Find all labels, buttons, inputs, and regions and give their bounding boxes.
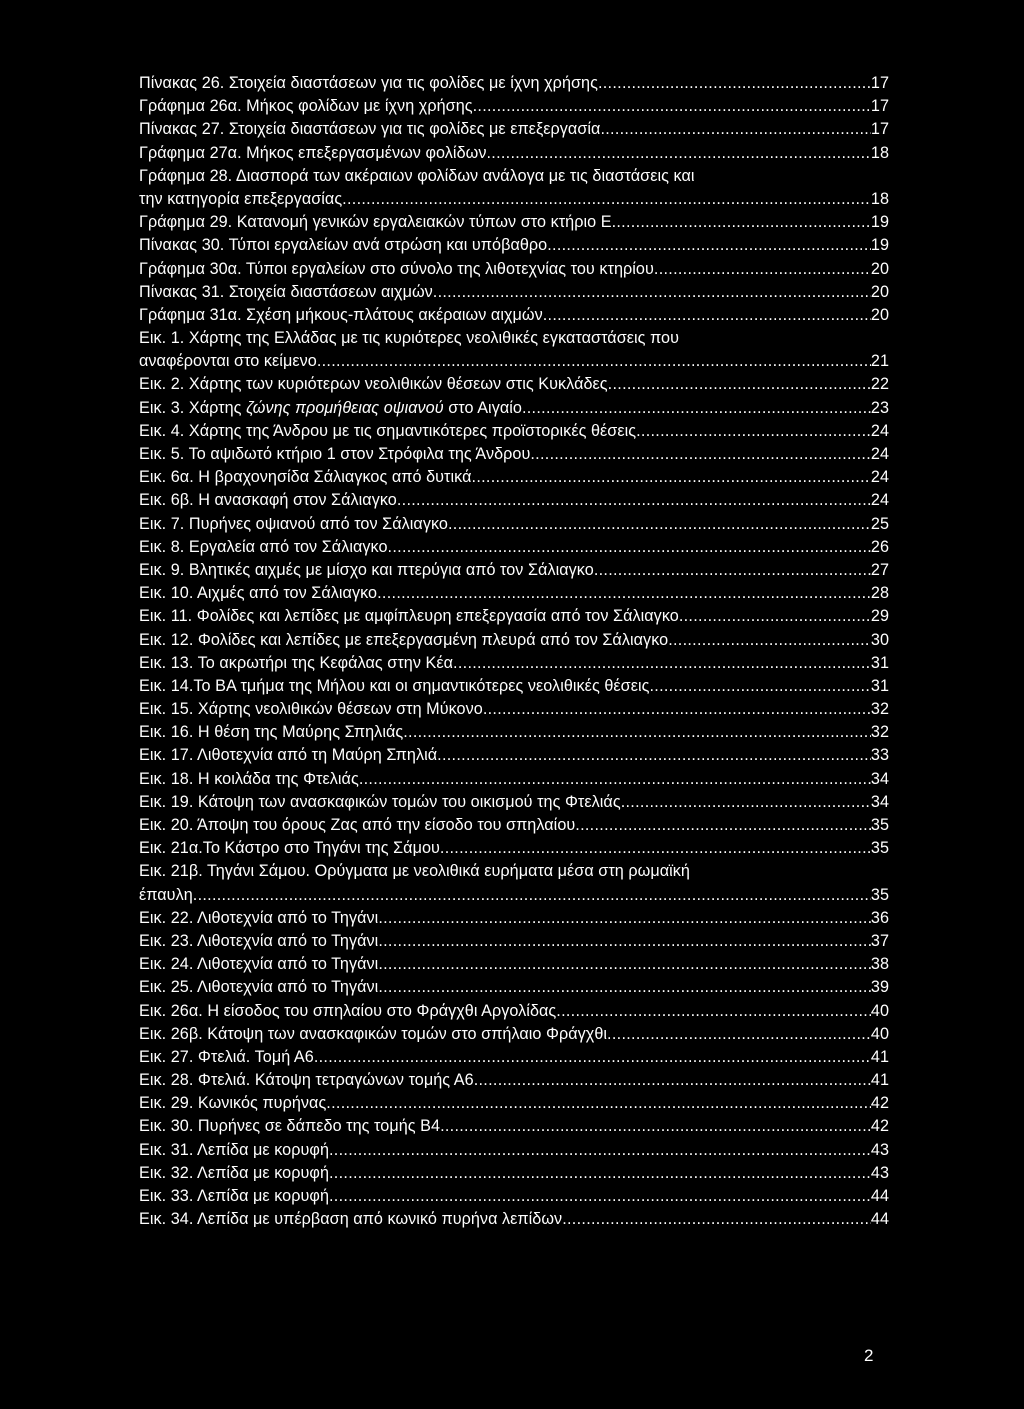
dot-leader bbox=[329, 1139, 871, 1162]
toc-entry bbox=[139, 397, 889, 420]
dot-leader bbox=[612, 211, 871, 234]
dot-leader bbox=[448, 513, 871, 536]
dot-leader bbox=[472, 466, 871, 489]
toc-entry-title: Εικ. 8. Εργαλεία από τον Σάλιαγκο bbox=[139, 537, 388, 556]
toc-entry-title: Εικ. 32. Λεπίδα με κορυφή bbox=[139, 1163, 329, 1182]
toc-entry bbox=[139, 814, 889, 837]
toc-entry-title: Εικ. 26β. Κάτοψη των ανασκαφικών τομών στο σπήλαιο Φράγχθι bbox=[139, 1024, 608, 1043]
dot-leader bbox=[378, 976, 871, 999]
toc-entry-page: 37 bbox=[870, 931, 889, 950]
toc-entry-title: Εικ. 26α. Η είσοδος του σπηλαίου στο Φράγχθι Αργολίδας bbox=[139, 1001, 557, 1020]
toc-entry bbox=[139, 744, 889, 767]
toc-entry-title-suffix: στο Αιγαίο bbox=[443, 398, 522, 417]
dot-leader bbox=[600, 118, 870, 141]
toc-entry-page: 32 bbox=[870, 723, 889, 742]
dot-leader bbox=[378, 953, 871, 976]
toc-entry-page: 25 bbox=[870, 514, 889, 533]
toc-entry bbox=[139, 1092, 889, 1115]
toc-entry-page: 24 bbox=[870, 468, 889, 487]
toc-entry bbox=[139, 582, 889, 605]
toc-entry-page: 27 bbox=[870, 560, 889, 579]
toc-entry-title: Εικ. 20. Άποψη του όρους Ζας από την είσοδο του σπηλαίου bbox=[139, 816, 576, 834]
dot-leader bbox=[314, 1046, 871, 1069]
toc-entry bbox=[139, 142, 889, 165]
toc-entry-title: Εικ. 21α.Το Κάστρο στο Τηγάνι της Σάμου bbox=[139, 839, 440, 858]
toc-entry-page: 39 bbox=[870, 978, 889, 997]
dot-leader bbox=[483, 698, 871, 721]
toc-entry-title: Εικ. 33. Λεπίδα με κορυφή bbox=[139, 1187, 329, 1205]
toc-entry-page: 23 bbox=[870, 398, 889, 417]
toc-entry-title-prefix: Εικ. 3. Χάρτης bbox=[139, 398, 247, 417]
toc-entry-page: 44 bbox=[870, 1187, 889, 1205]
toc-entry bbox=[139, 837, 889, 860]
toc-entry bbox=[139, 1023, 889, 1046]
toc-entry-title: Εικ. 10. Αιχμές από τον Σάλιαγκο bbox=[139, 584, 378, 603]
toc-entry bbox=[139, 513, 889, 536]
toc-entry-page: 43 bbox=[870, 1163, 889, 1182]
dot-leader bbox=[433, 281, 871, 304]
toc-entry bbox=[139, 930, 889, 953]
dot-leader bbox=[621, 791, 871, 814]
dot-leader bbox=[329, 1162, 871, 1185]
toc-entry-title: Εικ. 4. Χάρτης της Άνδρου με τις σημαντικότερες προϊστορικές θέσεις bbox=[139, 421, 637, 440]
toc-entry bbox=[139, 234, 889, 257]
dot-leader bbox=[473, 95, 871, 118]
toc-entry-title: Εικ. 29. Κωνικός πυρήνας bbox=[139, 1094, 327, 1113]
toc-entry-page: 20 bbox=[870, 259, 889, 278]
dot-leader bbox=[556, 1000, 871, 1023]
toc-entry-page: 35 bbox=[870, 885, 889, 904]
toc-entry-title: την κατηγορία επεξεργασίας bbox=[139, 189, 343, 208]
toc-entry-title: Εικ. 11. Φολίδες και λεπίδες με αμφίπλευρη επεξεργασία από τον Σάλιαγκο bbox=[139, 607, 679, 626]
toc-entry-title: Γράφημα 31α. Σχέση μήκους-πλάτους ακέραιων αιχμών bbox=[139, 305, 543, 324]
toc-entry-first-line: Εικ. 21β. Τηγάνι Σάμου. Ορύγματα με νεολιθικά ευρήματα μέσα στη ρωμαϊκή bbox=[139, 862, 690, 881]
toc-entry bbox=[139, 652, 889, 675]
dot-leader bbox=[649, 675, 870, 698]
toc-entry-page: 36 bbox=[870, 908, 889, 927]
toc-entry bbox=[139, 791, 889, 814]
toc-entry bbox=[139, 953, 889, 976]
toc-entry-page: 19 bbox=[870, 213, 889, 232]
toc-entry bbox=[139, 559, 889, 582]
toc-entry bbox=[139, 420, 889, 443]
toc-entry-page: 34 bbox=[870, 792, 889, 811]
toc-entry-page: 17 bbox=[870, 120, 889, 139]
toc-entry bbox=[139, 698, 889, 721]
toc-entry-page: 18 bbox=[870, 143, 889, 162]
toc-entry-title: Εικ. 27. Φτελιά. Τομή Α6 bbox=[139, 1047, 314, 1066]
toc-entry bbox=[139, 768, 889, 791]
toc-entry-title: Γράφημα 29. Κατανομή γενικών εργαλειακών τύπων στο κτήριο Ε bbox=[139, 213, 612, 232]
dot-leader bbox=[543, 304, 871, 327]
toc-entry-page: 35 bbox=[870, 816, 889, 834]
toc-entry-title: αναφέρονται στο κείμενο bbox=[139, 352, 317, 371]
toc-entry bbox=[139, 72, 889, 95]
dot-leader bbox=[562, 1208, 871, 1231]
toc-entry bbox=[139, 95, 889, 118]
toc-entry-first-line: Γράφημα 28. Διασπορά των ακέραιων φολίδων ανάλογα με τις διαστάσεις και bbox=[139, 166, 695, 185]
toc-entry bbox=[139, 281, 889, 304]
toc-entry-page: 20 bbox=[870, 305, 889, 324]
toc-entry bbox=[139, 304, 889, 327]
toc-entry-title: Πίνακας 27. Στοιχεία διαστάσεων για τις φολίδες με επεξεργασία bbox=[139, 120, 601, 139]
toc-entry-page: 31 bbox=[870, 676, 889, 695]
toc-entry bbox=[139, 1139, 889, 1162]
toc-entry bbox=[139, 1069, 889, 1092]
dot-leader bbox=[440, 837, 871, 860]
toc-entry-title: Εικ. 16. Η θέση της Μαύρης Σπηλιάς bbox=[139, 723, 404, 742]
toc-entry-page: 20 bbox=[870, 282, 889, 301]
dot-leader bbox=[486, 142, 870, 165]
toc-entry-page: 19 bbox=[870, 236, 889, 255]
toc-entry-title-italic: ζώνης προμήθειας οψιανού bbox=[246, 398, 444, 417]
dot-leader bbox=[440, 1115, 871, 1138]
toc-entry-title: Εικ. 31. Λεπίδα με κορυφή bbox=[139, 1140, 329, 1159]
dot-leader bbox=[679, 605, 871, 628]
toc-entry-page: 21 bbox=[870, 352, 889, 371]
toc-entry-page: 41 bbox=[870, 1071, 889, 1090]
dot-leader bbox=[530, 443, 871, 466]
toc-entry-title: Πίνακας 31. Στοιχεία διαστάσεων αιχμών bbox=[139, 282, 433, 301]
toc-entry-page: 42 bbox=[870, 1117, 889, 1136]
toc-entry-title: Εικ. 7. Πυρήνες οψιανού από τον Σάλιαγκο bbox=[139, 514, 448, 533]
toc-entry bbox=[139, 188, 889, 211]
toc-entry-title: Γράφημα 26α. Μήκος φολίδων με ίχνη χρήσης bbox=[139, 97, 473, 116]
toc-entry bbox=[139, 605, 889, 628]
dot-leader bbox=[377, 582, 871, 605]
toc-entry-title: Εικ. 22. Λιθοτεχνία από το Τηγάνι bbox=[139, 908, 379, 927]
toc-entry-title: Εικ. 12. Φολίδες και λεπίδες με επεξεργασμένη πλευρά από τον Σάλιαγκο bbox=[139, 630, 669, 649]
dot-leader bbox=[397, 489, 871, 512]
toc-entry-page: 32 bbox=[870, 700, 889, 719]
toc-entry-title: Γράφημα 27α. Μήκος επεξεργασμένων φολίδων bbox=[139, 143, 487, 162]
toc-entry bbox=[139, 1208, 889, 1231]
toc-entry-page: 44 bbox=[870, 1210, 889, 1229]
toc-entry bbox=[139, 536, 889, 559]
toc-entry bbox=[139, 675, 889, 698]
dot-leader bbox=[193, 884, 871, 907]
dot-leader bbox=[342, 188, 871, 211]
toc-entry-page: 29 bbox=[870, 607, 889, 626]
toc-entry-title: Εικ. 17. Λιθοτεχνία από τη Μαύρη Σπηλιά bbox=[139, 746, 438, 765]
toc-entry-title: Εικ. 9. Βλητικές αιχμές με μίσχο και πτερύγια από τον Σάλιαγκο bbox=[139, 560, 594, 579]
dot-leader bbox=[378, 930, 871, 953]
toc-entry bbox=[139, 1162, 889, 1185]
toc-entry-title: έπαυλη bbox=[139, 885, 193, 904]
toc-entry-page: 38 bbox=[870, 955, 889, 974]
toc-entry-page: 35 bbox=[870, 839, 889, 858]
toc-entry-page: 34 bbox=[870, 769, 889, 788]
toc-entry bbox=[139, 466, 889, 489]
toc-entry bbox=[139, 629, 889, 652]
toc-entry bbox=[139, 258, 889, 281]
toc-entry-title: Εικ. 6β. Η ανασκαφή στον Σάλιαγκο bbox=[139, 491, 397, 510]
toc-entry bbox=[139, 118, 889, 141]
toc-entry-title: Εικ. 6α. Η βραχονησίδα Σάλιαγκος από δυτικά bbox=[139, 468, 472, 487]
dot-leader bbox=[547, 234, 871, 257]
toc-entry-title: Γράφημα 30α. Τύποι εργαλείων στο σύνολο της λιθοτεχνίας του κτηρίου bbox=[139, 259, 654, 278]
dot-leader bbox=[598, 72, 871, 95]
toc-entry-page: 22 bbox=[870, 375, 889, 394]
toc-entry-first-line: Εικ. 1. Χάρτης της Ελλάδας με τις κυριότερες νεολιθικές εγκαταστάσεις που bbox=[139, 329, 680, 348]
toc-entry-title: Εικ. 30. Πυρήνες σε δάπεδο της τομής Β4 bbox=[139, 1117, 441, 1136]
toc-entry bbox=[139, 884, 889, 907]
dot-leader bbox=[636, 420, 871, 443]
table-of-contents bbox=[139, 72, 889, 1231]
toc-entry-page: 24 bbox=[870, 491, 889, 510]
toc-entry-page: 24 bbox=[870, 445, 889, 463]
dot-leader bbox=[388, 536, 871, 559]
toc-entry bbox=[139, 443, 889, 466]
toc-entry bbox=[139, 1000, 889, 1023]
toc-entry-title: Πίνακας 30. Τύποι εργαλείων ανά στρώση και υπόβαθρο bbox=[139, 236, 548, 255]
toc-entry bbox=[139, 907, 889, 930]
dot-leader bbox=[474, 1069, 871, 1092]
toc-entry-page: 33 bbox=[870, 746, 889, 765]
toc-entry-title: Εικ. 5. Το αψιδωτό κτήριο 1 στον Στρόφιλα της Άνδρου bbox=[139, 445, 531, 463]
dot-leader bbox=[575, 814, 871, 837]
toc-entry-page: 18 bbox=[870, 189, 889, 208]
toc-entry-title: Εικ. 28. Φτελιά. Κάτοψη τετραγώνων τομής Α6 bbox=[139, 1071, 474, 1090]
page-number: 2 bbox=[864, 1346, 874, 1365]
toc-entry-page: 30 bbox=[870, 630, 889, 649]
toc-entry-title bbox=[139, 397, 522, 420]
toc-entry bbox=[139, 211, 889, 234]
dot-leader bbox=[453, 652, 871, 675]
toc-entry-title: Εικ. 24. Λιθοτεχνία από το Τηγάνι bbox=[139, 955, 379, 974]
toc-entry-title: Εικ. 23. Λιθοτεχνία από το Τηγάνι bbox=[139, 931, 379, 950]
toc-entry bbox=[139, 1046, 889, 1069]
toc-entry-page: 42 bbox=[870, 1094, 889, 1113]
toc-entry-title: Εικ. 14.Το ΒΑ τμήμα της Μήλου και οι σημαντικότερες νεολιθικές θέσεις bbox=[139, 676, 650, 695]
toc-entry-title: Εικ. 18. Η κοιλάδα της Φτελιάς bbox=[139, 769, 359, 788]
toc-entry bbox=[139, 1185, 889, 1208]
toc-entry-title: Εικ. 34. Λεπίδα με υπέρβαση από κωνικό πυρήνα λεπίδων bbox=[139, 1210, 563, 1229]
toc-entry-page: 31 bbox=[870, 653, 889, 672]
toc-entry bbox=[139, 976, 889, 999]
toc-entry-title: Εικ. 13. Το ακρωτήρι της Κεφάλας στην Κέα bbox=[139, 653, 454, 672]
dot-leader bbox=[326, 1092, 871, 1115]
toc-entry-title: Εικ. 19. Κάτοψη των ανασκαφικών τομών του οικισμού της Φτελιάς bbox=[139, 792, 621, 811]
toc-entry-page: 17 bbox=[870, 74, 889, 92]
dot-leader bbox=[403, 721, 871, 744]
dot-leader bbox=[607, 1023, 871, 1046]
dot-leader bbox=[437, 744, 871, 767]
toc-entry bbox=[139, 373, 889, 396]
toc-entry-page: 41 bbox=[870, 1047, 889, 1066]
dot-leader bbox=[608, 373, 871, 396]
toc-entry-page: 40 bbox=[870, 1024, 889, 1043]
toc-entry-page: 40 bbox=[870, 1001, 889, 1020]
toc-entry-page: 26 bbox=[870, 537, 889, 556]
dot-leader bbox=[654, 258, 871, 281]
dot-leader bbox=[594, 559, 871, 582]
toc-entry-page: 43 bbox=[870, 1140, 889, 1159]
dot-leader bbox=[378, 907, 871, 930]
toc-entry bbox=[139, 489, 889, 512]
toc-entry-page: 17 bbox=[870, 97, 889, 116]
toc-entry-title: Εικ. 2. Χάρτης των κυριότερων νεολιθικών θέσεων στις Κυκλάδες bbox=[139, 375, 608, 394]
dot-leader bbox=[329, 1185, 871, 1208]
dot-leader bbox=[317, 350, 871, 373]
dot-leader bbox=[668, 629, 871, 652]
toc-entry-title: Εικ. 25. Λιθοτεχνία από το Τηγάνι bbox=[139, 978, 379, 997]
toc-entry bbox=[139, 350, 889, 373]
dot-leader bbox=[522, 397, 871, 420]
toc-entry-title: Εικ. 15. Χάρτης νεολιθικών θέσεων στη Μύκονο bbox=[139, 700, 483, 719]
dot-leader bbox=[359, 768, 871, 791]
toc-entry-title: Πίνακας 26. Στοιχεία διαστάσεων για τις φολίδες με ίχνη χρήσης bbox=[139, 74, 598, 92]
toc-entry-page: 28 bbox=[870, 584, 889, 603]
toc-entry-page: 24 bbox=[870, 421, 889, 440]
toc-entry bbox=[139, 1115, 889, 1138]
toc-entry bbox=[139, 721, 889, 744]
